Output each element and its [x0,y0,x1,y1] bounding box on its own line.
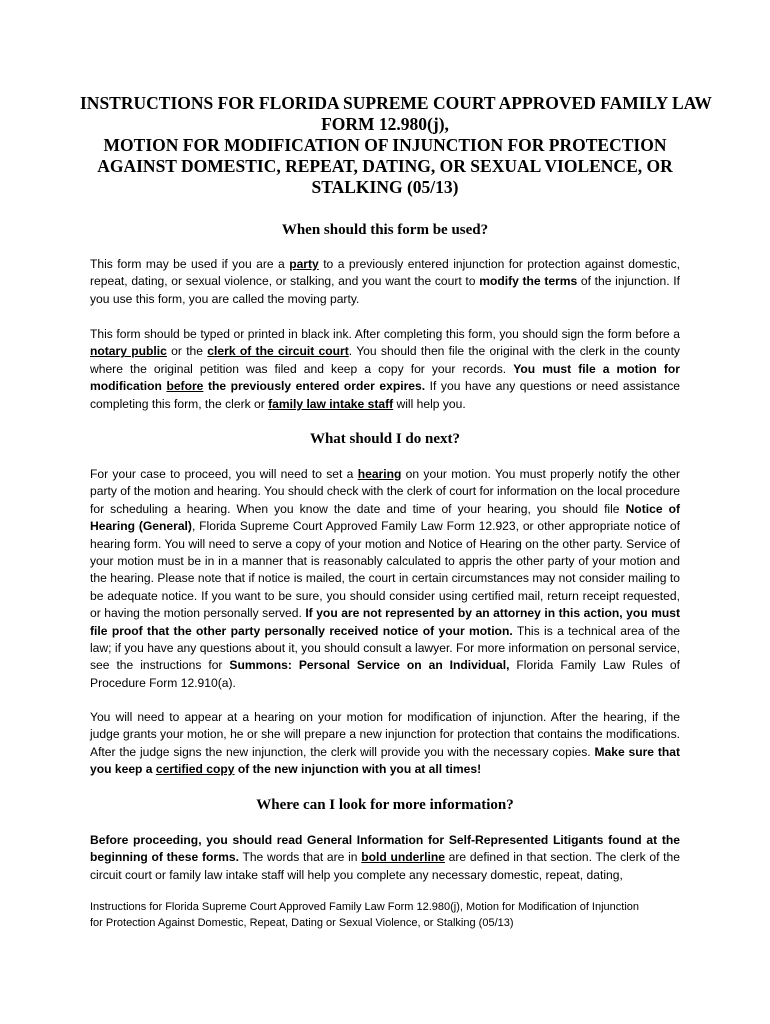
text: If you have any questions or need assistance completing this form, the clerk or [90,379,680,411]
text: or the [166,344,208,359]
text: . You should then file the original with the clerk in the county where the original petition was filed and keep a copy for your records. [90,344,680,376]
defined-term-certified-copy: certified copy [155,762,235,777]
bold-text: of the new injunction with you at all times! [234,762,482,777]
title-line-1: INSTRUCTIONS FOR FLORIDA SUPREME COURT APPROVED FAMILY LAW [80,93,712,113]
defined-term-clerk-circuit-court: clerk of the circuit court [207,344,349,359]
text: This form should be typed or printed in black ink. After completing this form, you should sign the form before a [90,327,680,341]
heading-what-next: What should I do next? [309,431,461,447]
title-line-5: STALKING (05/13) [311,177,459,197]
bold-text: Make sure that you keep a [90,744,680,777]
footer-line-2: for Protection Against Domestic, Repeat, Dating or Sexual Violence, or Stalking (05/13) [90,917,514,929]
text: to a previously entered injunction for protection against domestic, repeat, dating, or sexual violence, or stalking, and you want the court to [90,257,680,289]
text: This form may be used if you are a [90,257,290,271]
paragraph-form-use [90,256,680,308]
text: This is a technical area of the law; if you have any questions about it, you should consult a lawyer. For more information on personal service, see the instructions for [90,623,681,673]
text: The words that are in [238,850,362,865]
title-line-2: FORM 12.980(j), [321,114,449,134]
bold-text: Before proceeding, you should read General Information for Self-Represented Litigants found at the beginning of these forms. [90,833,680,865]
page-footer [90,899,690,931]
paragraph-more-information [90,832,680,884]
text: Florida Family Law Rules of Procedure Form 12.910(a). [90,658,680,690]
bold-text: the previously entered order expires. [203,379,426,394]
text: of the injunction. If you use this form, you are called the moving party. [90,274,681,306]
text: on your motion. You must properly notify the other party of the motion and hearing. You should check with the clerk of court for information on the local procedure for scheduling a hearing. When you know the date and time of your hearing, you should file [90,467,681,516]
text: For your case to proceed, you will need to set a [90,467,358,481]
paragraph-hearing [90,466,680,692]
bold-text: Notice of Hearing (General) [90,501,680,534]
paragraph-appear-hearing [90,709,680,779]
heading-when-used: When should this form be used? [281,222,489,238]
defined-term-hearing: hearing [357,467,402,481]
heading-more-information: Where can I look for more information? [256,797,514,813]
title-line-4: AGAINST DOMESTIC, REPEAT, DATING, OR SEXUAL VIOLENCE, OR [97,156,673,176]
bold-text: Summons: Personal Service on an Individual, [229,658,510,673]
bold-underline-before: before [166,379,204,394]
defined-term-bold-underline: bold underline [361,850,445,865]
defined-term-family-law-intake-staff: family law intake staff [268,396,394,411]
paragraph-filing [90,326,680,413]
text: will help you. [393,396,466,411]
bold-text: You must file a motion for modification [90,361,680,394]
defined-term-party: party [289,257,319,271]
text: are defined in that section. The clerk of the circuit court or family law intake staff will help you complete any necessary domestic, repeat, dating, [90,850,680,882]
text: You will need to appear at a hearing on your motion for modification of injunction. After the hearing, if the judge grants your motion, he or she will prepare a new injunction for protection that contains the modifications. After the judge signs the new injunction, the clerk will provide you with the necessary copies. [90,710,680,759]
text: , Florida Supreme Court Approved Family Law Form 12.923, or other appropriate notice of hearing form. You will need to serve a copy of your motion and Notice of Hearing on the other party. Service of your motion must be in in a manner that is reasonably calculated to appris the other party of your motion and the hearing. Please note that if notice is mailed, the court in certain circumstances may not consider mailing to be adequate notice. If you want to be sure, you should consider using certified mail, return receipt requested, or having the motion personally served. [90,519,680,621]
title-line-3: MOTION FOR MODIFICATION OF INJUNCTION FOR PROTECTION [103,135,667,155]
footer-line-1: Instructions for Florida Supreme Court Approved Family Law Form 12.980(j), Motion for Modification of Injunction [90,901,640,913]
bold-text: modify the terms [479,274,578,289]
defined-term-notary-public: notary public [90,344,167,359]
bold-text: If you are not represented by an attorney in this action, you must file proof that the other party personally received notice of your motion. [90,606,680,638]
document-title [80,93,712,198]
